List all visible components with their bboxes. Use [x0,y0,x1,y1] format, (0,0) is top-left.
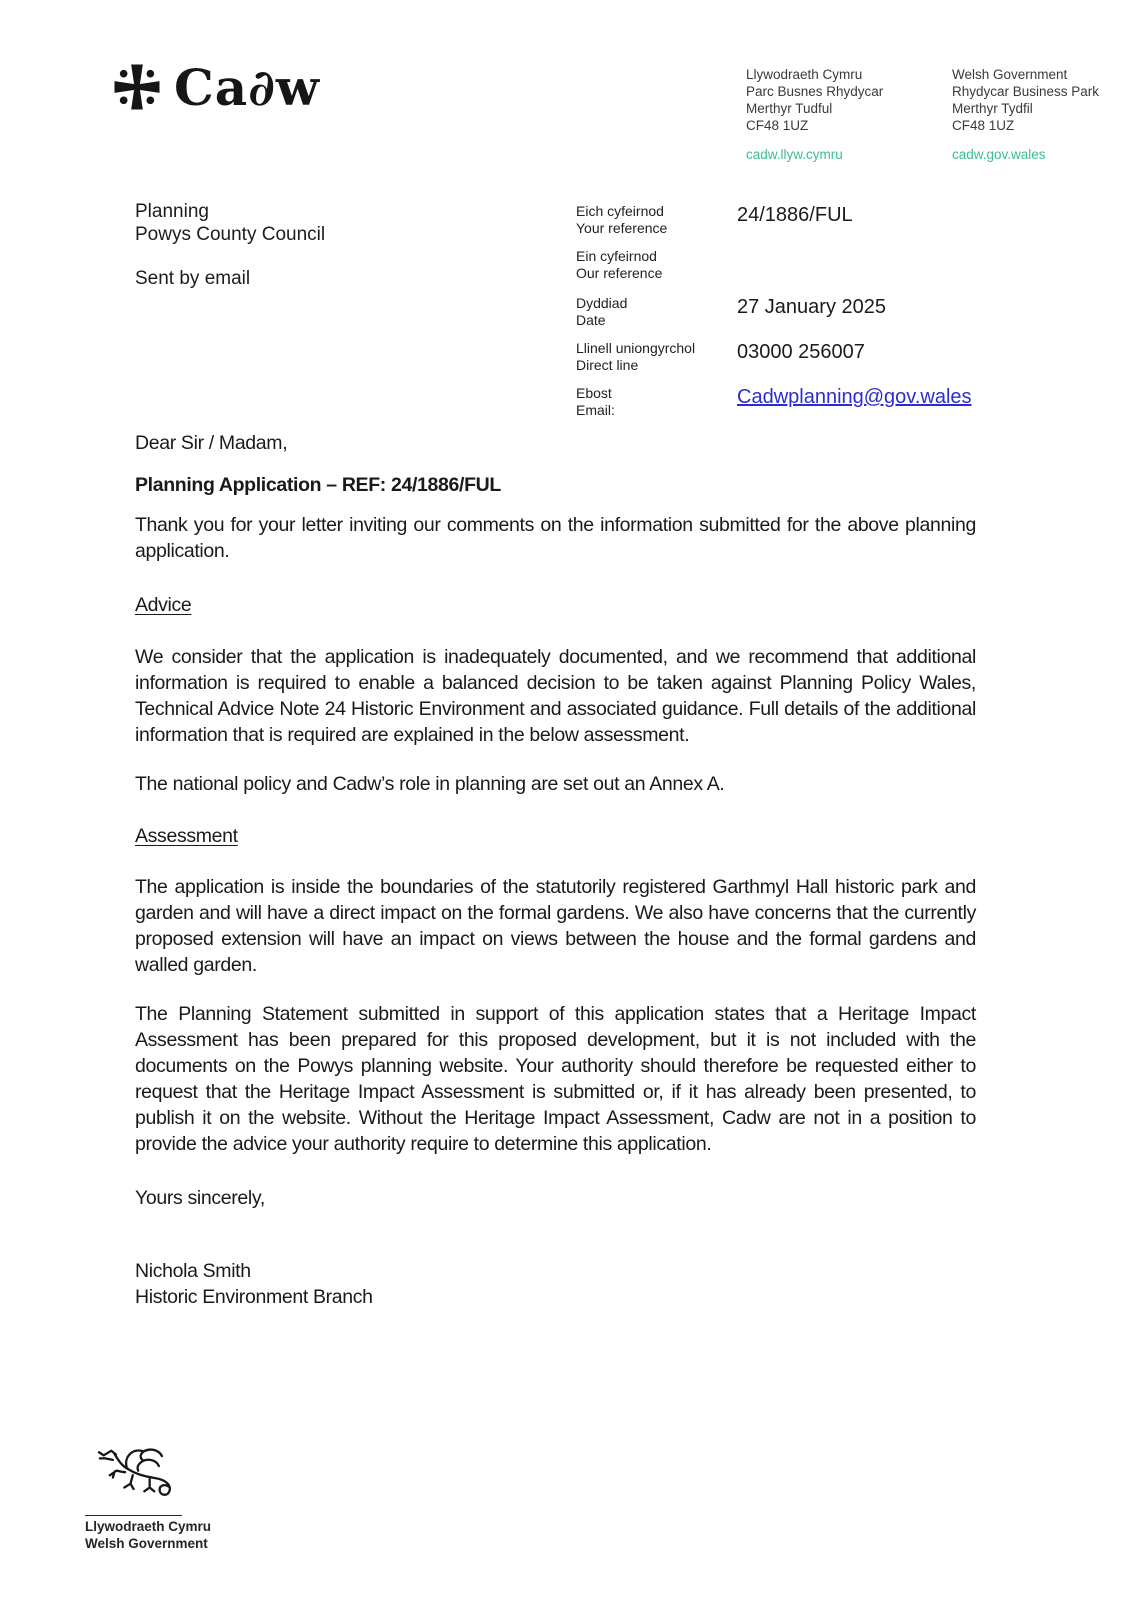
date-value: 27 January 2025 [737,296,887,318]
signature-name: Nichola Smith [135,1260,251,1282]
label-english: Your reference [576,220,668,236]
wordmark-english: Welsh Government [85,1535,208,1551]
closing: Yours sincerely, [135,1187,265,1209]
address-line: Rhydycar Business Park [952,84,1100,99]
label-welsh: Ein cyfeirnod [576,248,657,264]
subject-line: Planning Application – REF: 24/1886/FUL [135,474,501,496]
advice-paragraph: We consider that the application is inadequately documented, and we recommend that additional information is required to enable a balanced decision to be taken against Planning Policy Wales, Technical Advice Note 24 Historic Environment and associated guidance. Full details of the additional information that is required are explained in the below assessment. [135,646,976,746]
label-welsh: Ebost [576,385,612,401]
welsh-government-wordmark [85,1519,211,1552]
label-welsh: Eich cyfeirnod [576,203,664,219]
reference-labels [576,203,737,237]
recipient-line: Planning [135,201,209,222]
label-english: Email: [576,402,615,418]
recipient-block [135,201,325,291]
assessment-paragraph-1: The application is inside the boundaries of the statutorily registered Garthmyl Hall historic park and garden and will have a direct impact on the formal gardens. We also have concerns that the currently proposed extension will have an impact on views between the house and the formal gardens and walled garden. [135,876,976,976]
welsh-dragon-icon [96,1443,188,1509]
intro-paragraph: Thank you for your letter inviting our comments on the information submitted for the above planning application. [135,514,976,562]
annex-note: The national policy and Cadw’s role in planning are set out an Annex A. [135,773,725,795]
cadw-logo [112,58,320,117]
reference-row-email [576,385,972,419]
letter-body [135,430,976,1310]
reference-row-our-reference [576,248,737,282]
cadw-wordmark: Ca∂w [174,58,320,117]
reference-labels [576,385,737,419]
logo-divider [85,1515,182,1516]
reference-row-your-reference [576,203,853,237]
cadw-planning-email-link[interactable]: Cadwplanning@gov.wales [737,386,972,408]
label-english: Our reference [576,265,663,281]
reference-labels [576,248,737,282]
your-reference-value: 24/1886/FUL [737,204,853,226]
address-line: Llywodraeth Cymru [746,67,863,82]
english-address-block [952,66,1131,163]
signature-block [135,1258,976,1310]
label-welsh: Llinell uniongyrchol [576,340,696,356]
assessment-heading: Assessment [135,825,238,847]
welsh-government-logo [85,1443,211,1552]
assessment-paragraph-2: The Planning Statement submitted in support of this application states that a Heritage Impact Assessment has been prepared for this proposed development, but it is not included with the documents on the Powys planning website. Your authority should therefore be requested either to request that the Heritage Impact Assessment is submitted or, if it has already been presented, to publish it on the website. Without the Heritage Impact Assessment, Cadw are not in a position to provide the advice your authority require to determine this application. [135,1003,976,1155]
wordmark-welsh: Llywodraeth Cymru [85,1519,212,1534]
label-english: Direct line [576,357,639,373]
delivery-method: Sent by email [135,268,251,289]
cadw-english-site-link[interactable]: cadw.gov.wales [952,147,1046,162]
label-welsh: Dyddiad [576,295,628,311]
reference-labels [576,295,737,329]
address-line: Merthyr Tydfil [952,101,1033,116]
signature-title: Historic Environment Branch [135,1286,373,1308]
welsh-address-block [746,66,883,163]
cadw-cross-icon [112,62,162,112]
label-english: Date [576,312,606,328]
reference-row-date [576,295,886,329]
salutation: Dear Sir / Madam, [135,432,288,454]
reference-labels [576,340,737,374]
address-line: Welsh Government [952,67,1068,82]
cadw-welsh-site-link[interactable]: cadw.llyw.cymru [746,147,843,162]
advice-heading: Advice [135,594,192,616]
direct-line-value: 03000 256007 [737,341,865,363]
reference-row-direct-line [576,340,865,374]
address-line: Merthyr Tudful [746,101,833,116]
address-line: Parc Busnes Rhydycar [746,84,884,99]
address-line: CF48 1UZ [746,118,809,133]
recipient-line: Powys County Council [135,223,326,245]
address-line: CF48 1UZ [952,118,1015,133]
